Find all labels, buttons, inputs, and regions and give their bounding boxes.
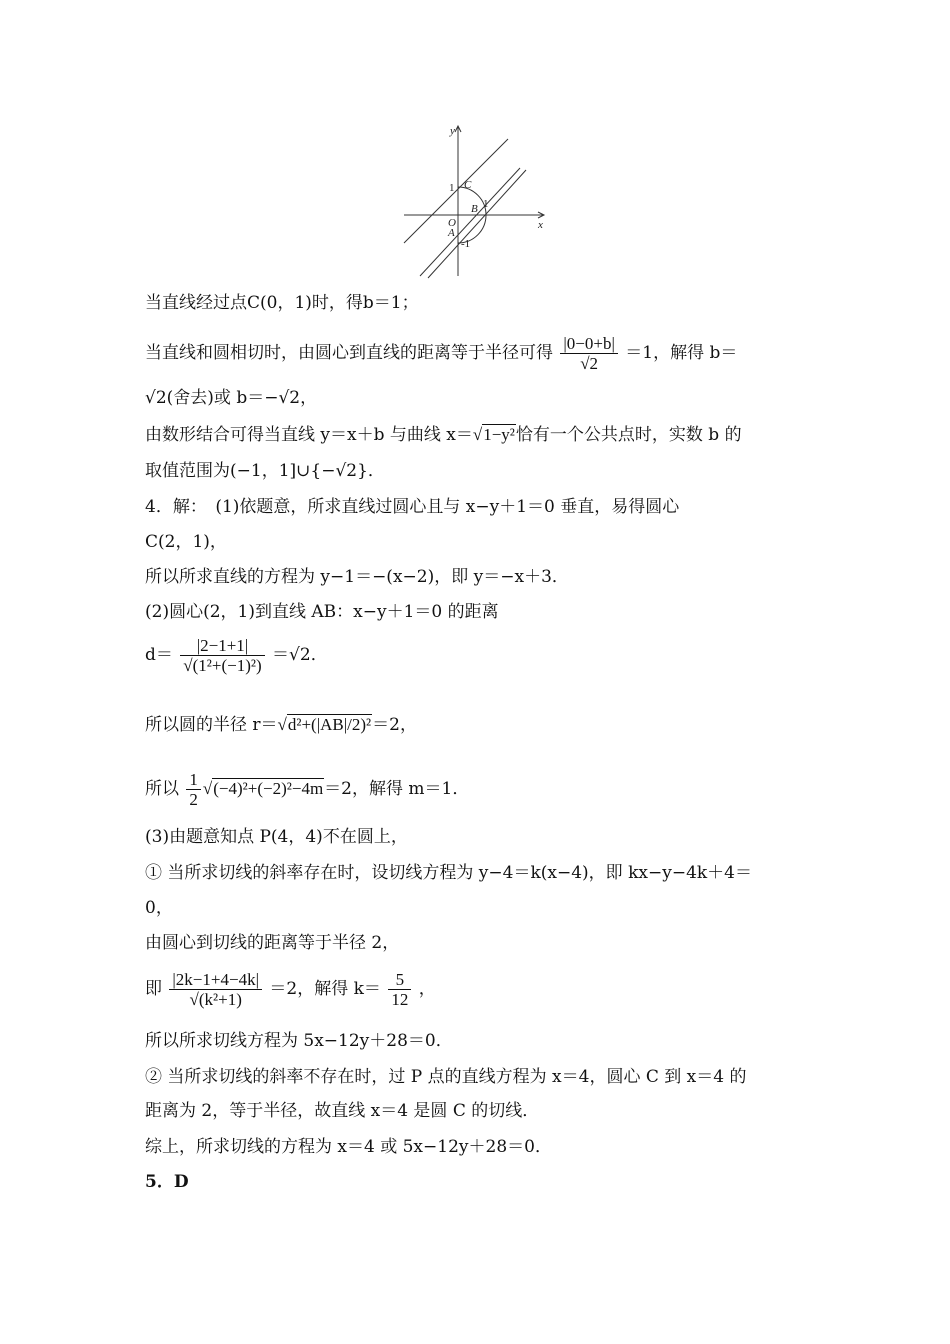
- line-12-pre: 所以: [145, 779, 179, 799]
- tick-neg-1: -1: [461, 238, 471, 250]
- sqrt-m: √(−4)²+(−2)²−4m: [202, 779, 324, 798]
- line-5: 取值范围为(−1，1]∪{−√2}．: [145, 461, 385, 481]
- sqrt-curve-radicand: 1−y²: [483, 425, 515, 444]
- line-2: [145, 334, 737, 373]
- fraction-tangent-num: |2k−1+4−4k|: [169, 970, 262, 990]
- fraction-num: |0−0+b|: [560, 334, 617, 354]
- line-11: [145, 714, 417, 736]
- point-c-label: C: [464, 179, 472, 191]
- y-axis-label: y: [450, 125, 455, 137]
- line-17: [145, 970, 436, 1009]
- tick-y-1: 1: [449, 182, 455, 194]
- line-6: 4．解： (1)依题意，所求直线过圆心且与 x−y＋1＝0 垂直，易得圆心: [145, 497, 680, 517]
- line-13: (3)由题意知点 P(4，4)不在圆上，: [145, 827, 408, 847]
- point-b-label: B: [471, 203, 478, 215]
- origin-label: O: [448, 217, 456, 229]
- line-10: [145, 636, 328, 675]
- line-4: [145, 424, 742, 446]
- fraction-k-den: 12: [391, 990, 409, 1009]
- tick-x-1: 1: [483, 198, 489, 210]
- line-4-text-a: 由数形结合可得当直线 y＝x＋b 与曲线 x＝: [145, 425, 473, 445]
- line-17-pre: 即: [145, 979, 162, 999]
- fraction-distance: [560, 334, 617, 373]
- line-17-post: ，: [418, 979, 436, 999]
- line-18: 所以所求切线方程为 5x−12y＋28＝0．: [145, 1031, 453, 1051]
- line-10-pre: d＝: [145, 645, 173, 665]
- sqrt-radius-radicand: d²+(|AB|/2)²: [287, 715, 372, 734]
- line-8: 所以所求直线的方程为 y−1＝−(x−2)，即 y＝−x＋3．: [145, 567, 569, 587]
- fraction-d-num: |2−1+1|: [180, 636, 264, 656]
- line-21: 综上，所求切线的方程为 x＝4 或 5x−12y＋28＝0．: [145, 1137, 552, 1157]
- line-14: ① 当所求切线的斜率存在时，设切线方程为 y−4＝k(x−4)，即 kx−y−4k＋4＝: [145, 863, 753, 883]
- line-2-text-b: ＝1，解得 b＝: [625, 343, 738, 363]
- line-12-post: ＝2，解得 m＝1．: [324, 779, 470, 799]
- line-3: √2(舍去)或 b＝−√2，: [145, 388, 318, 408]
- sqrt-curve: √1−y²: [472, 425, 515, 444]
- fraction-half-num: 1: [186, 770, 201, 790]
- sqrt-m-radicand: (−4)²+(−2)²−4m: [213, 779, 324, 798]
- line-19: ② 当所求切线的斜率不存在时，过 P 点的直线方程为 x＝4，圆心 C 到 x＝4 的: [145, 1067, 747, 1087]
- line-9: (2)圆心(2，1)到直线 AB：x−y＋1＝0 的距离: [145, 602, 499, 622]
- line-15: 0，: [145, 898, 173, 918]
- point-a-label: A: [448, 227, 455, 239]
- line-7: C(2，1)，: [145, 532, 227, 552]
- fraction-d: [180, 636, 264, 675]
- x-axis-label: x: [538, 219, 543, 231]
- line-20: 距离为 2，等于半径，故直线 x＝4 是圆 C 的切线．: [145, 1101, 540, 1121]
- line-12: [145, 770, 469, 809]
- line-22: 5．D: [145, 1172, 189, 1192]
- line-16: 由圆心到切线的距离等于半径 2，: [145, 933, 400, 953]
- line-10-post: ＝√2．: [272, 645, 328, 665]
- fraction-k: [388, 970, 411, 1009]
- line-4-text-b: 恰有一个公共点时，实数 b 的: [515, 425, 742, 445]
- fraction-tangent-den: √(k²+1): [189, 990, 242, 1009]
- fraction-tangent: [169, 970, 262, 1009]
- sqrt-radius: √d²+(|AB|/2)²: [277, 715, 372, 734]
- fraction-k-num: 5: [388, 970, 411, 990]
- fraction-half-den: 2: [189, 790, 198, 809]
- fraction-d-den: √(1²+(−1)²): [183, 656, 262, 675]
- line-11-pre: 所以圆的半径 r＝: [145, 715, 278, 735]
- fraction-den: √2: [580, 354, 599, 373]
- line-17-mid: ＝2，解得 k＝: [269, 979, 381, 999]
- coordinate-figure: [398, 118, 550, 280]
- line-1: 当直线经过点C(0，1)时，得b＝1；: [145, 293, 419, 313]
- line-2-text-a: 当直线和圆相切时，由圆心到直线的距离等于半径可得: [145, 343, 553, 363]
- line-11-post: ＝2，: [372, 715, 417, 735]
- fraction-half: [186, 770, 201, 809]
